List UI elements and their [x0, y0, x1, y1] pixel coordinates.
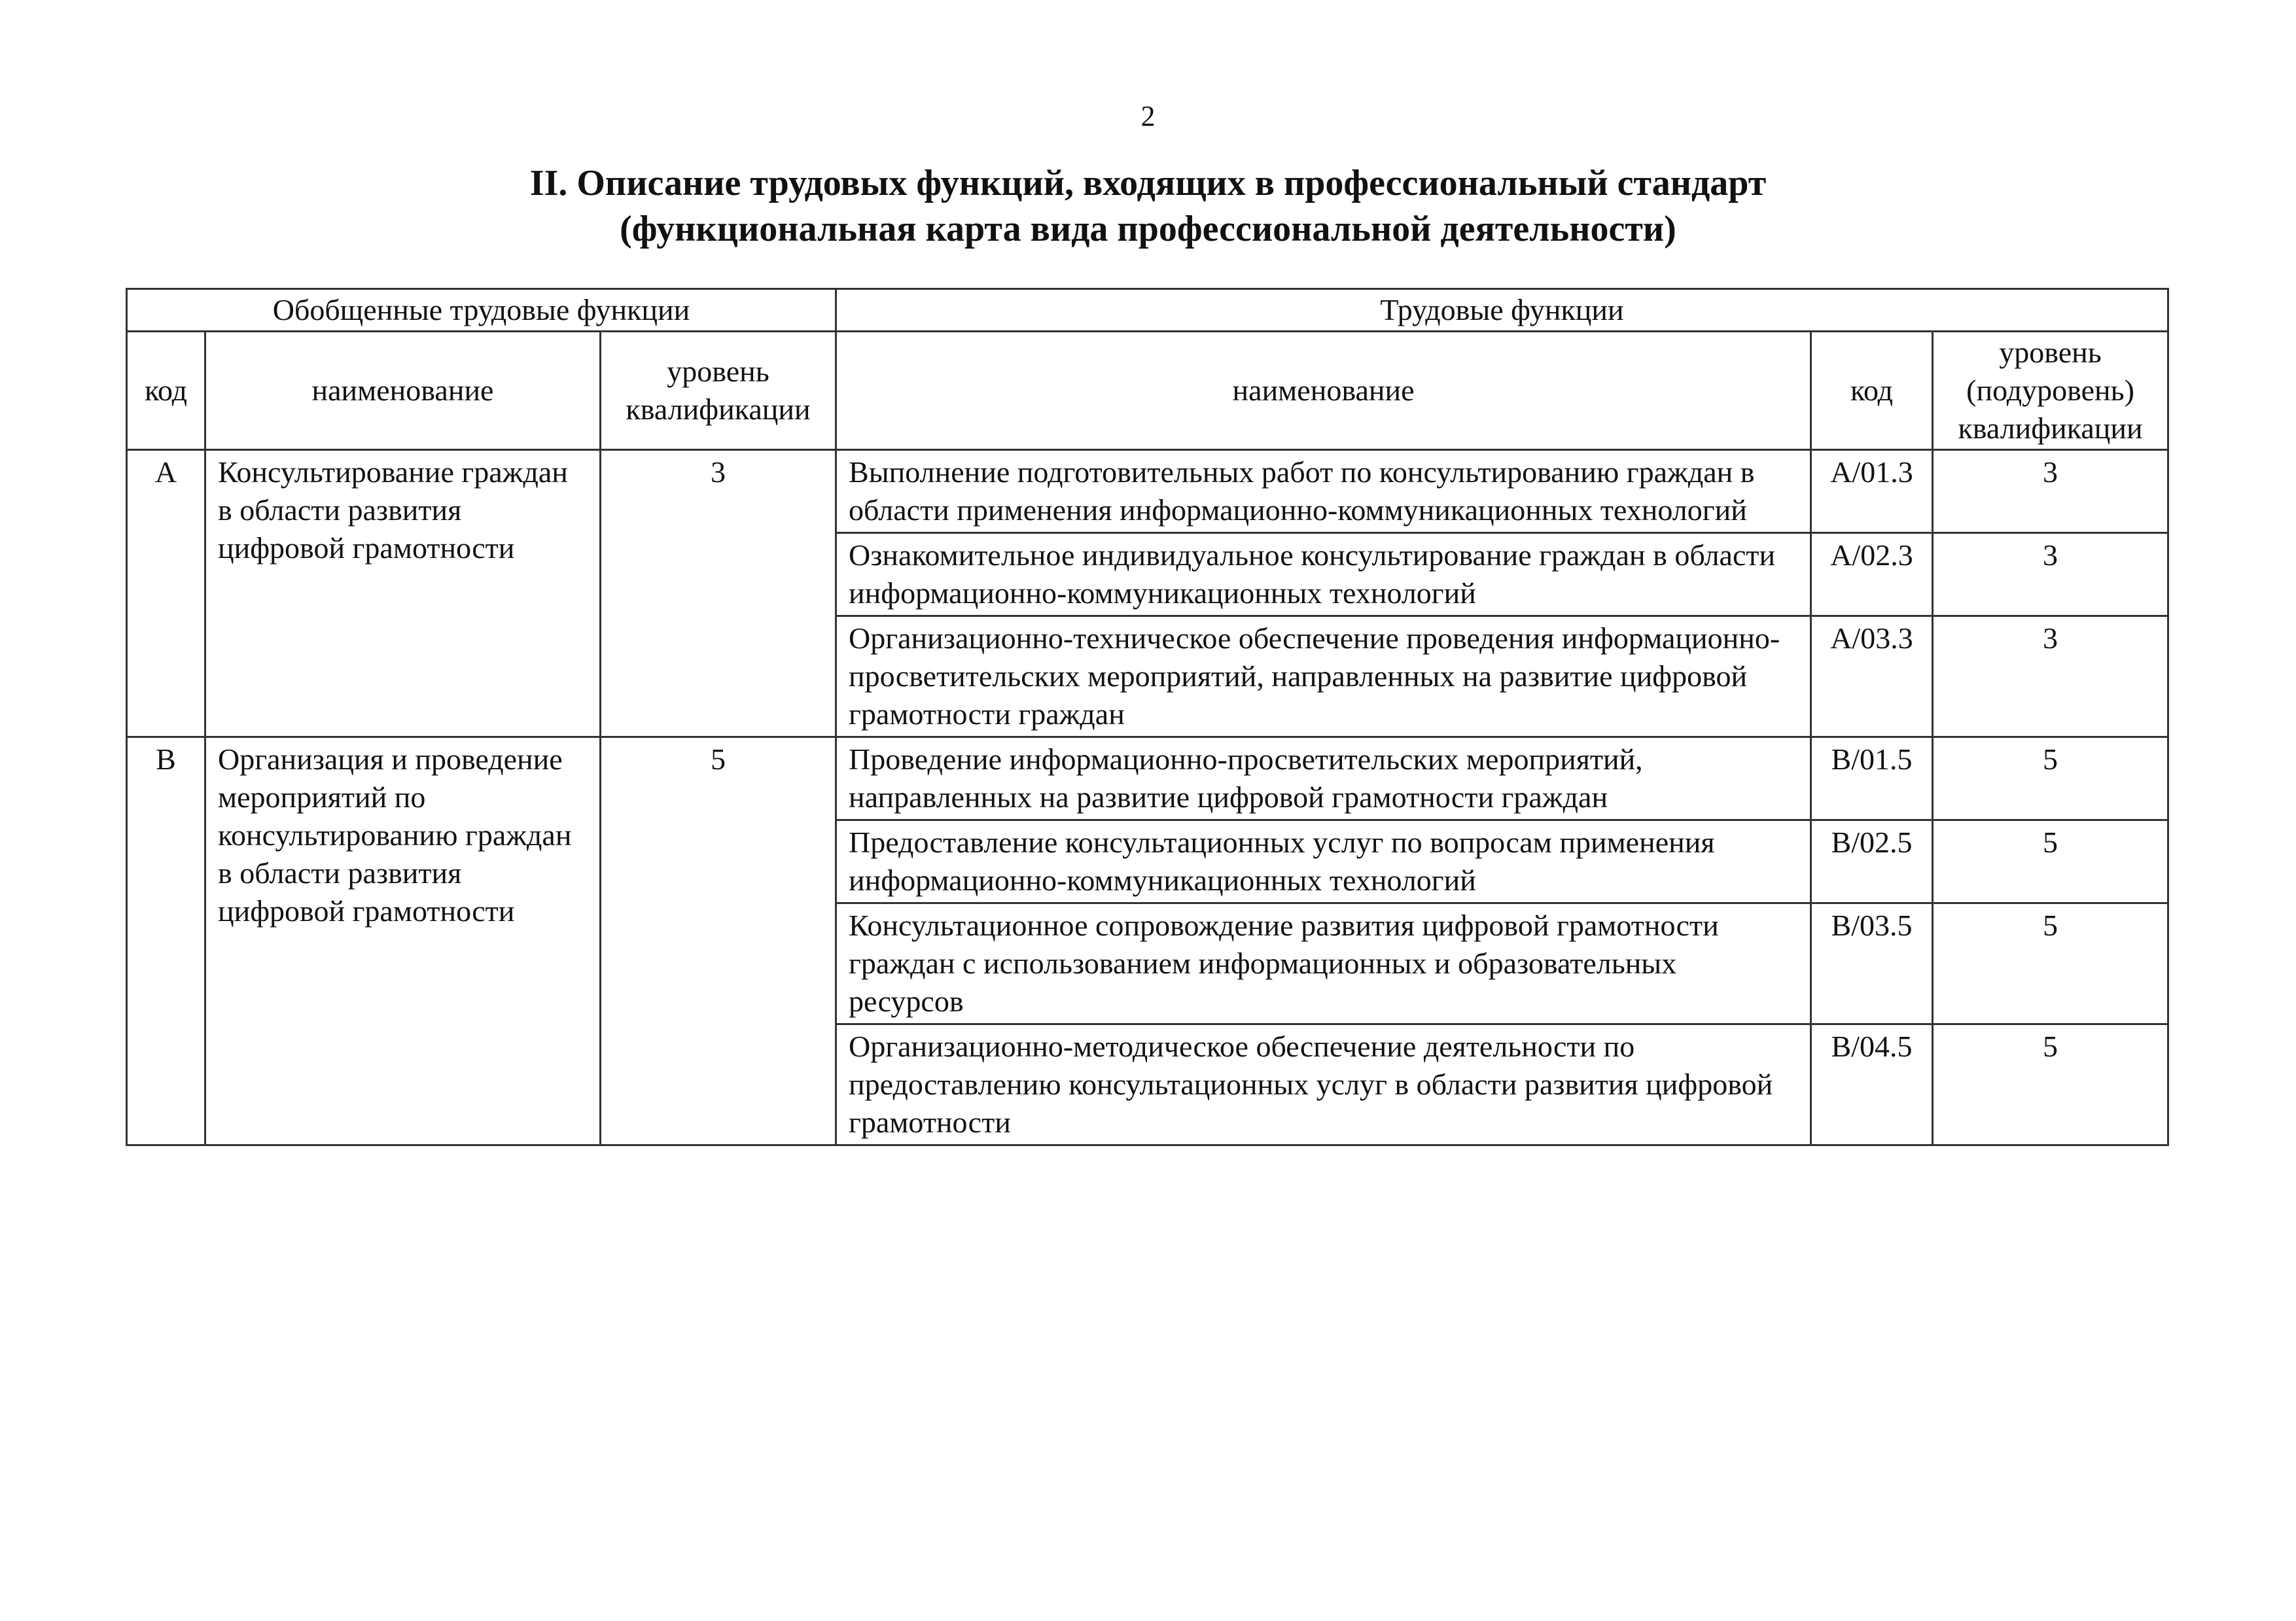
header-gen-level: уровень квалификации [601, 332, 836, 450]
fn-level-cell: 5 [1933, 820, 2168, 903]
fn-code-cell: B/04.5 [1811, 1024, 1933, 1145]
gen-level-cell: 5 [601, 737, 836, 1145]
section-title [0, 160, 2296, 252]
fn-code-cell: B/01.5 [1811, 737, 1933, 820]
page-number: 2 [1140, 100, 1156, 132]
fn-name-cell: Организационно-методическое обеспечение деятельности по предоставлению консультационных услуг в области развития цифровой грамотности [836, 1024, 1811, 1145]
header-fn-name: наименование [836, 332, 1811, 450]
fn-name-cell: Проведение информационно-просветительских мероприятий, направленных на развитие цифровой грамотности граждан [836, 737, 1811, 820]
gen-name-cell: Консультирование граждан в области развития цифровой грамотности [205, 450, 601, 737]
fn-name-cell: Выполнение подготовительных работ по консультированию граждан в области применения информационно-коммуникационных технологий [836, 450, 1811, 533]
table-row [127, 737, 2168, 820]
column-header-row [127, 332, 2168, 450]
gen-name-cell: Организация и проведение мероприятий по консультированию граждан в области развития цифровой грамотности [205, 737, 601, 1145]
header-labor-functions: Трудовые функции [836, 289, 2168, 332]
fn-name-cell: Консультационное сопровождение развития цифровой грамотности граждан с использованием информационных и образовательных ресурсов [836, 903, 1811, 1024]
fn-level-cell: 3 [1933, 533, 2168, 616]
gen-level-cell: 3 [601, 450, 836, 737]
header-fn-code: код [1811, 332, 1933, 450]
gen-code-cell: A [127, 450, 205, 737]
table-row [127, 450, 2168, 533]
fn-level-cell: 5 [1933, 737, 2168, 820]
fn-level-cell: 3 [1933, 450, 2168, 533]
header-gen-code: код [127, 332, 205, 450]
functional-map-table [126, 288, 2169, 1146]
fn-name-cell: Ознакомительное индивидуальное консультирование граждан в области информационно-коммуникационных технологий [836, 533, 1811, 616]
fn-name-cell: Организационно-техническое обеспечение проведения информационно-просветительских мероприятий, направленных на развитие цифровой грамотности граждан [836, 616, 1811, 737]
header-generalized-functions: Обобщенные трудовые функции [127, 289, 836, 332]
fn-code-cell: A/02.3 [1811, 533, 1933, 616]
section-title-line-2: (функциональная карта вида профессиональной деятельности) [620, 209, 1676, 249]
fn-code-cell: B/03.5 [1811, 903, 1933, 1024]
fn-level-cell: 3 [1933, 616, 2168, 737]
header-gen-name: наименование [205, 332, 601, 450]
fn-level-cell: 5 [1933, 1024, 2168, 1145]
group-header-row [127, 289, 2168, 332]
fn-name-cell: Предоставление консультационных услуг по вопросам применения информационно-коммуникационных технологий [836, 820, 1811, 903]
gen-code-cell: B [127, 737, 205, 1145]
fn-code-cell: B/02.5 [1811, 820, 1933, 903]
section-title-line-1: II. Описание трудовых функций, входящих в профессиональный стандарт [529, 163, 1767, 203]
header-fn-level: уровень (подуровень) квалификации [1933, 332, 2168, 450]
fn-code-cell: A/01.3 [1811, 450, 1933, 533]
fn-level-cell: 5 [1933, 903, 2168, 1024]
fn-code-cell: A/03.3 [1811, 616, 1933, 737]
